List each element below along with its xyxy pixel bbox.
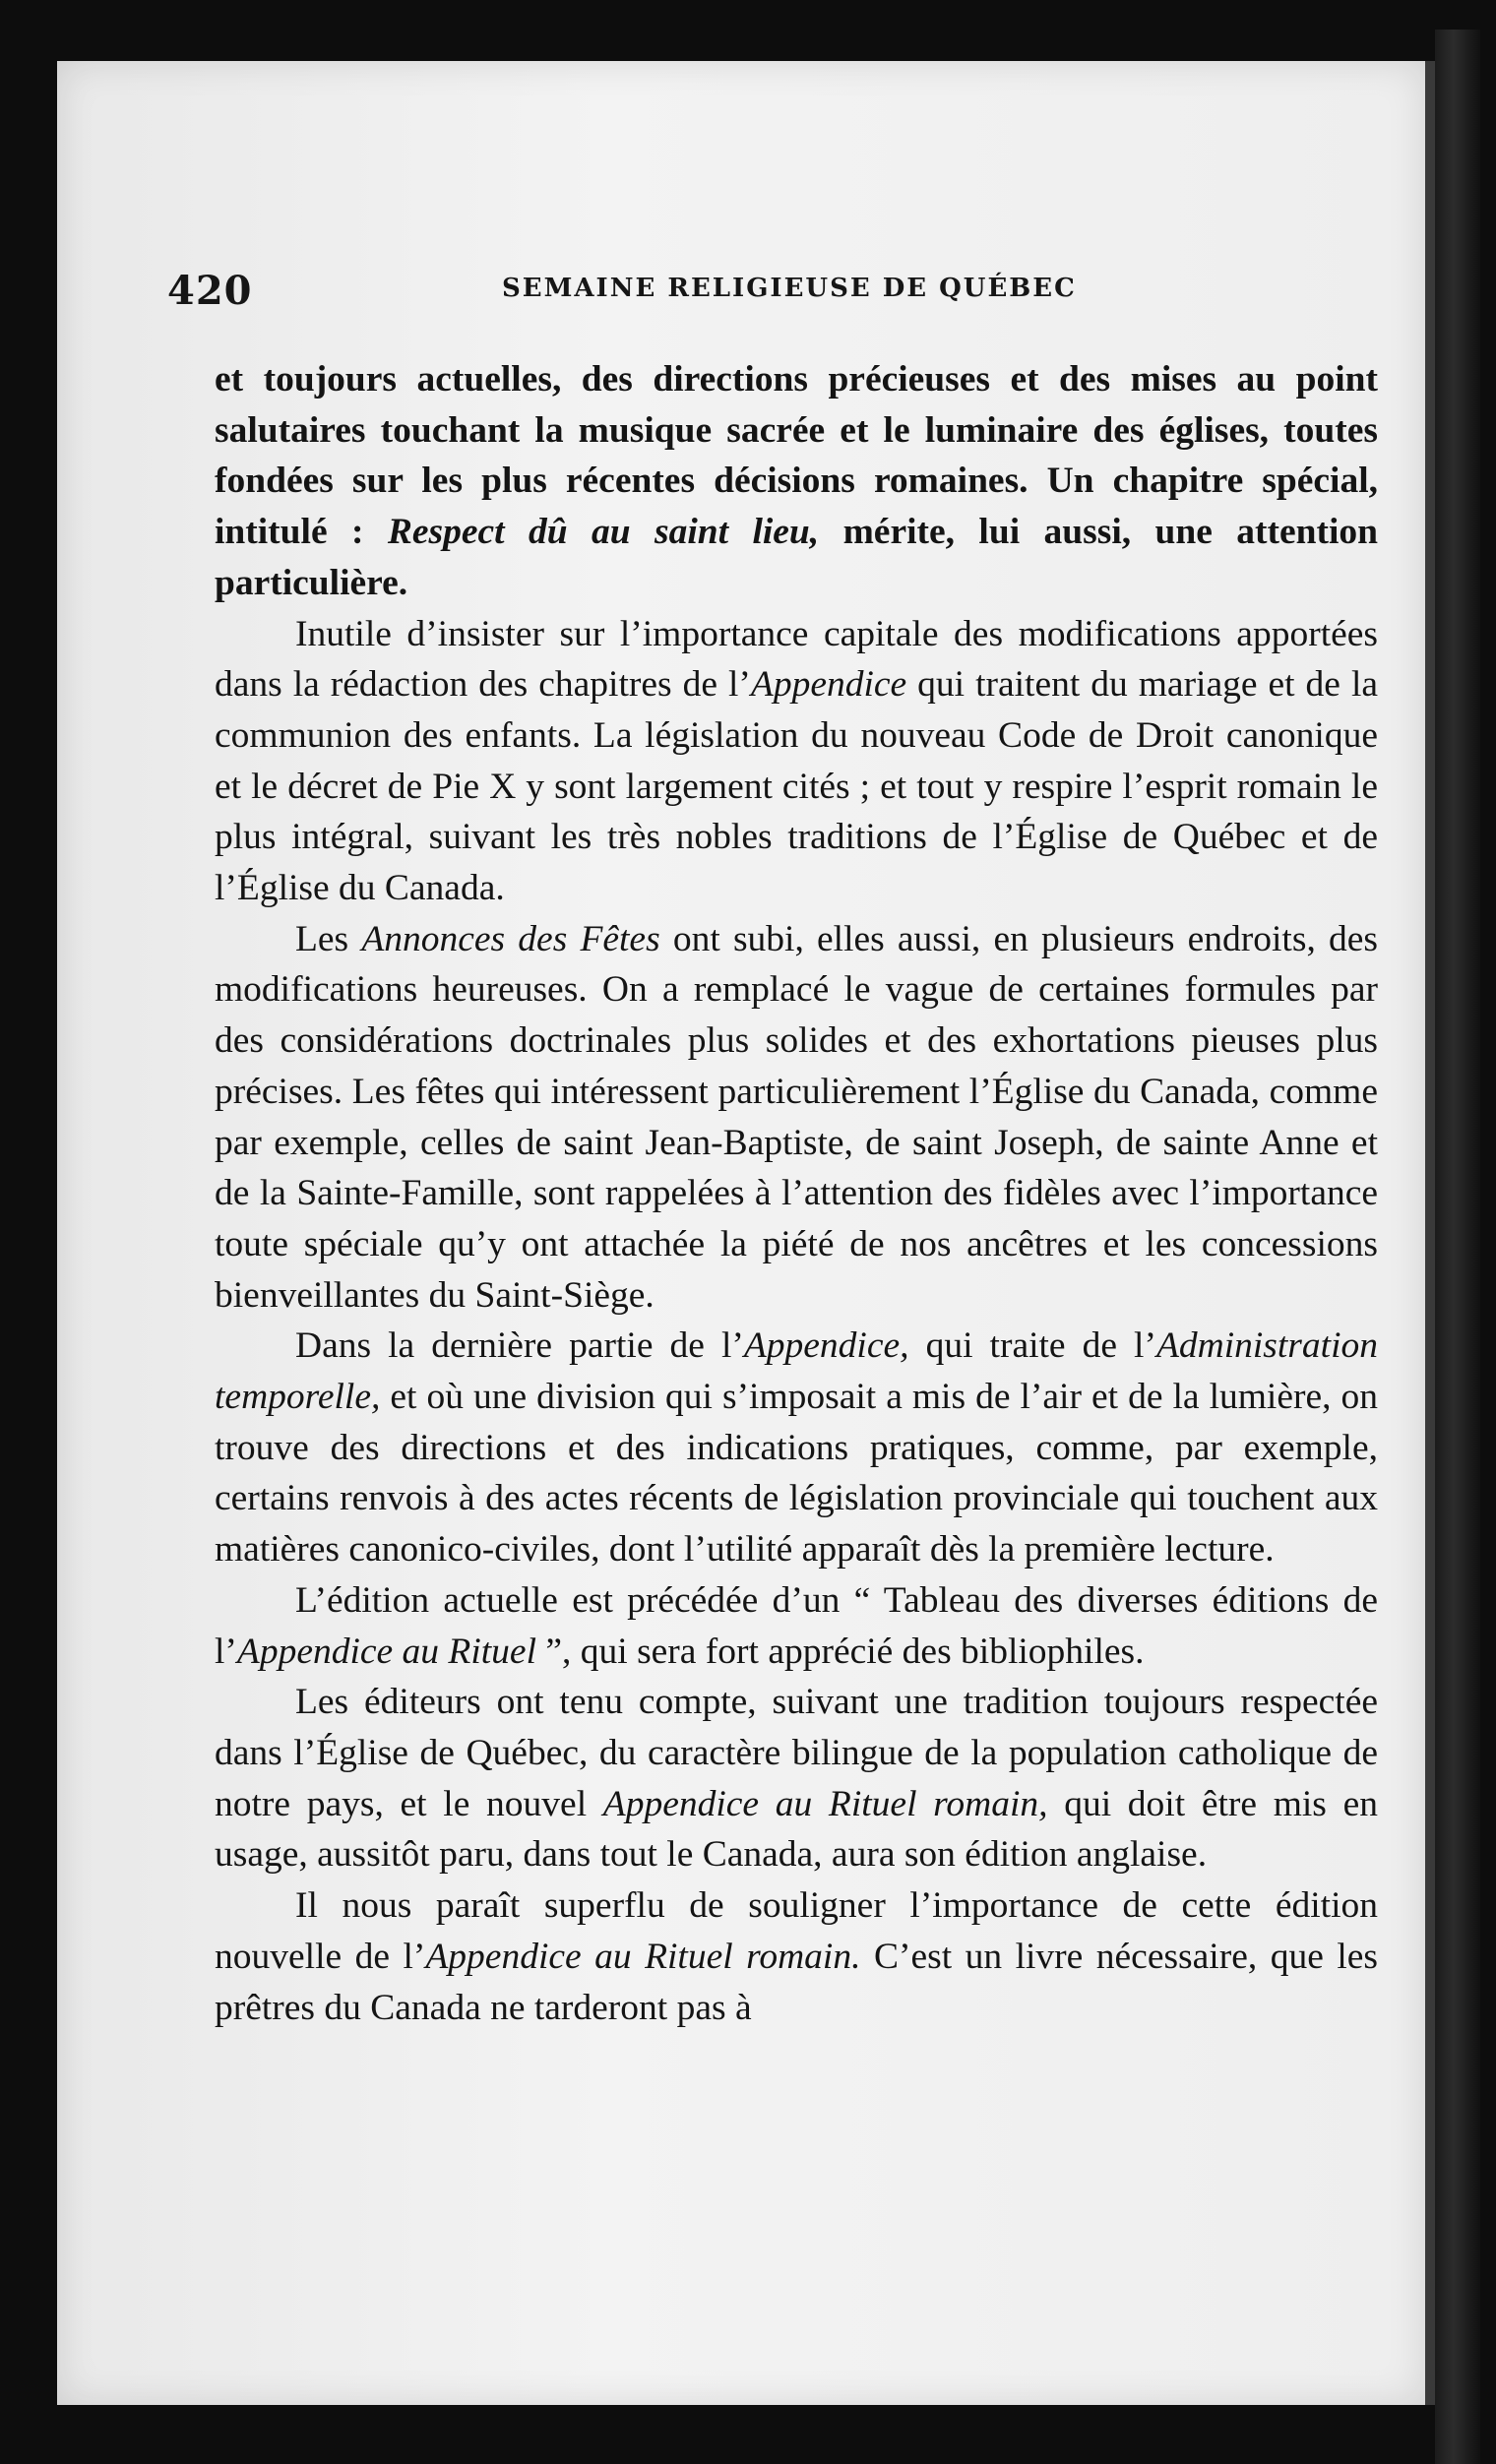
text-run: Il nous paraît superflu de souligner l’importance de cette édition nouvelle de l’ — [215, 1885, 1378, 1977]
text-run: et où une division qui s’imposait a mis de l’air et de la lumière, on trouve des directions et des indications pratiques, comme, par exemple, certains renvois à des actes récents de législation provinciale qui touchent aux matières canonico-civiles, dont l’utilité apparaît dès la première lecture. — [215, 1377, 1378, 1571]
italic-text-run: Appendice — [750, 664, 907, 706]
text-run: ont subi, elles aussi, en plusieurs endroits, des modifications heureuses. On a remplacé le vague de certaines formules par des considérations doctrinales plus solides et des exhortations pieuses plus précises. Les fêtes qui intéressent particulièrement l’Église du Canada, comme par exemple, celles de saint Jean-Baptiste, de saint Joseph, de sainte Anne et de la Sainte-Famille, sont rappelées à l’attention des fidèles avec l’importance toute spéciale qu’y ont attachée la piété de nos ancêtres et les concessions bienveillantes du Saint-Siège. — [215, 918, 1378, 1316]
italic-text-run: Appendice au Rituel romain, — [602, 1783, 1048, 1824]
text-run: C’est un livre nécessaire, que les prêtres du Canada ne tarderont pas à — [215, 1936, 1378, 2028]
italic-text-run: Appendice au Rituel — [236, 1631, 536, 1672]
running-head: SEMAINE RELIGIEUSE DE QUÉBEC — [502, 274, 1077, 303]
text-run: Les éditeurs ont tenu compte, suivant une tradition toujours respectée dans l’Église de Québec, du caractère bilingue de la population catholique de notre pays, et le nouvel — [215, 1682, 1378, 1824]
paragraph — [215, 1575, 1378, 1677]
text-run: Inutile d’insister sur l’importance capitale des modifications apportées dans la rédaction des chapitres de l’ — [215, 613, 1378, 706]
page-number: 420 — [167, 268, 253, 314]
text-run: qui traite de l’ — [908, 1325, 1156, 1367]
paragraph — [215, 609, 1378, 914]
text-run: Les — [295, 918, 362, 959]
text-run: qui traitent du mariage et de la communion des enfants. La législation du nouveau Code de Droit canonique et le décret de Pie X y sont largement cités ; et tout y respire l’esprit romain le plus intégral, suivant les très nobles traditions de l’Église de Québec et de l’Église du Canada. — [215, 664, 1379, 909]
text-run: ”, qui sera fort apprécié des bibliophiles. — [536, 1631, 1145, 1672]
text-run: et toujours actuelles, des directions précieuses et des mises au point salutaires touchant la musique sacrée et le luminaire des églises, toutes fondées sur les plus récentes décisions romaines. Un chapitre spécial, intitulé : — [215, 359, 1378, 553]
facing-page-edge — [1435, 30, 1480, 2464]
italic-text-run: Appendice, — [743, 1325, 909, 1367]
paragraph — [215, 1880, 1378, 2033]
italic-text-run: Annonces des Fêtes — [361, 918, 660, 959]
paragraph — [215, 1321, 1378, 1575]
paragraph — [215, 914, 1378, 1322]
text-run: Dans la dernière partie de l’ — [295, 1325, 744, 1367]
body-text — [215, 354, 1378, 2033]
page-header — [167, 268, 1398, 317]
text-run: qui doit être mis en usage, aussitôt paru, dans tout le Canada, aura son édition anglaise. — [215, 1783, 1378, 1876]
italic-text-run: Respect dû au saint lieu, — [387, 512, 820, 553]
text-run: mérite, lui aussi, une attention particulière. — [215, 512, 1379, 603]
italic-text-run: Appendice au Rituel romain. — [425, 1936, 861, 1977]
paragraph — [215, 354, 1378, 609]
italic-text-run: Administration temporelle, — [215, 1325, 1378, 1418]
paragraph — [215, 1677, 1378, 1880]
text-run: L’édition actuelle est précédée d’un “ Tableau des diverses éditions de l’ — [215, 1579, 1378, 1672]
